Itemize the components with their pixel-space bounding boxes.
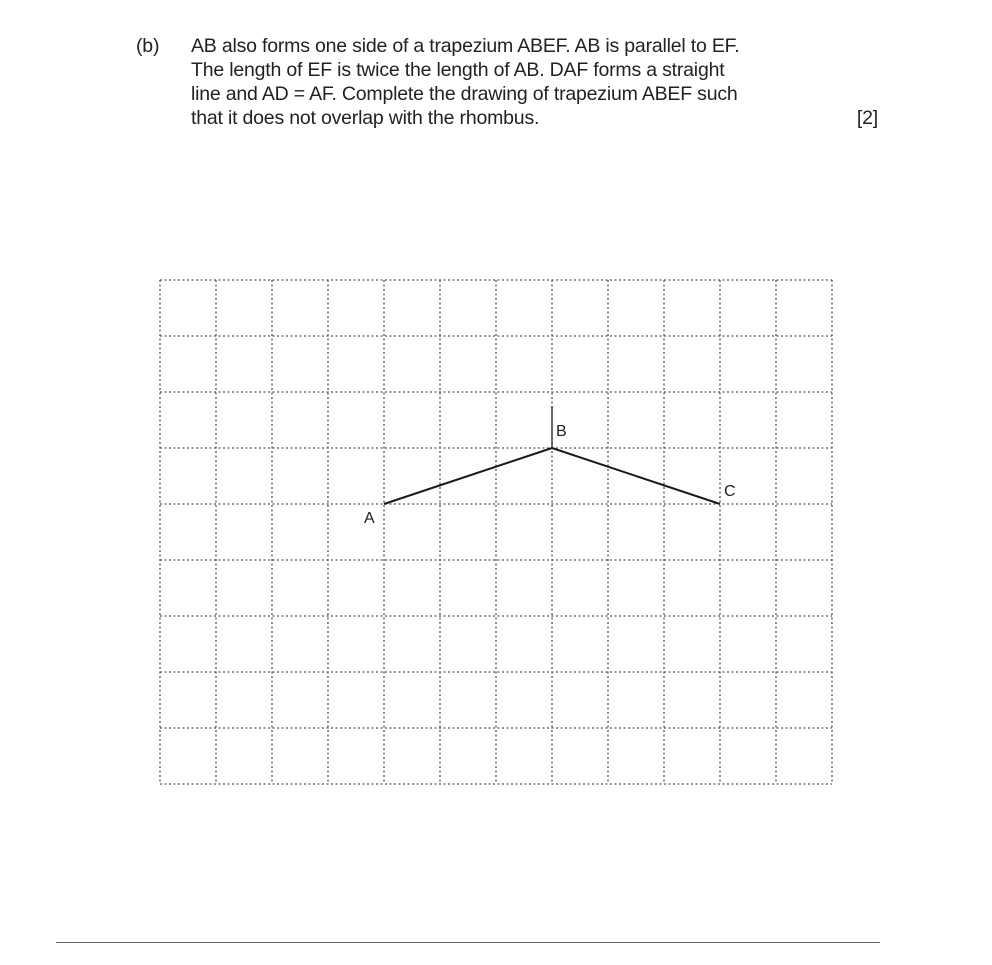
point-label-b: B [556,423,567,440]
question-text-line-3: line and AD = AF. Complete the drawing of trapezium ABEF such [191,83,738,105]
question-line-1 [136,34,878,58]
question-line-4 [136,106,878,130]
point-label-a: A [364,510,375,527]
question-line-2 [136,58,878,82]
segment-ab [384,448,552,504]
question-text-line-2: The length of EF is twice the length of AB. DAF forms a straight [191,59,725,81]
point-label-c: C [724,483,736,500]
grid-drawing[interactable] [150,270,850,800]
square-grid[interactable] [150,270,850,800]
question-text-line-1: AB also forms one side of a trapezium ABEF. AB is parallel to EF. [191,35,740,57]
segment-bc [552,448,720,504]
answer-line [56,942,880,943]
question-line-3 [136,82,878,106]
marks-label: [2] [856,107,878,129]
question-label: (b) [136,35,160,57]
question-text-line-4: that it does not overlap with the rhombus. [191,107,540,129]
question-b [136,34,878,130]
